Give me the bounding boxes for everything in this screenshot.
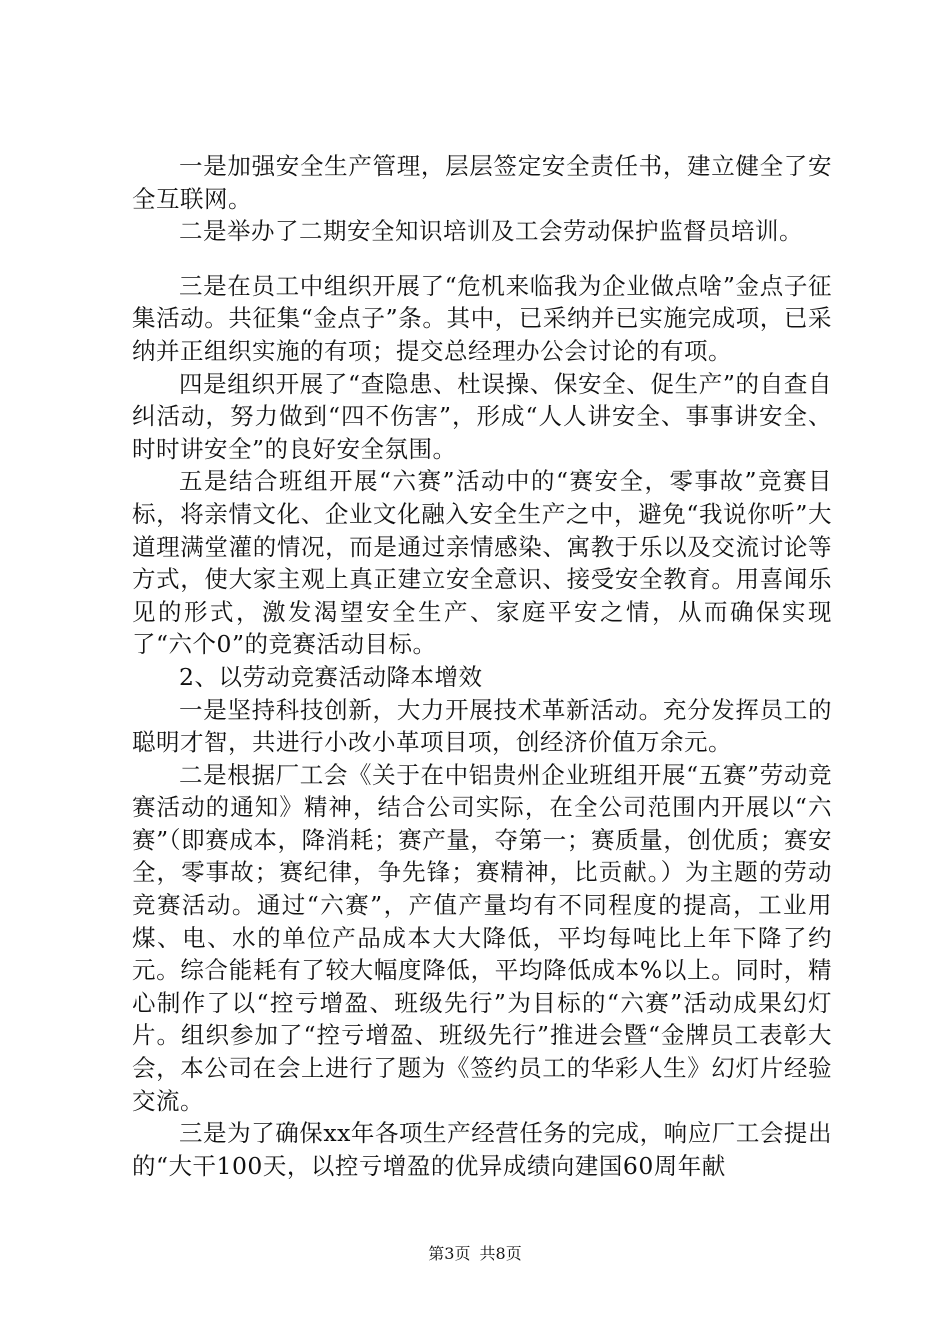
paragraph-hazard-check: 四是组织开展了“查隐患、杜误操、保安全、促生产”的自查自纠活动，努力做到“四不伤害”，形成“人人讲安全、事事讲安全、时时讲安全”的良好安全氛围。 [132,369,832,463]
section-heading-labor-competition: 2、以劳动竞赛活动降本增效 [179,662,483,691]
paragraph-hundred-days: 三是为了确保xx年各项生产经营任务的完成，响应厂工会提出的“大干100天，以控亏增盈的优异成绩向建国60周年献 [132,1119,832,1180]
page-total: 共8页 [479,1244,522,1263]
page-footer [0,1241,950,1264]
paragraph-six-competitions-safety: 五是结合班组开展“六赛”活动中的“赛安全，零事故”竞赛目标，将亲情文化、企业文化融入安全生产之中，避免“我说你听”大道理满堂灌的情况，而是通过亲情感染、寓教于乐以及交流讨论等方式，使大家主观上真正建立安全意识、接受安全教育。用喜闻乐见的形式，激发渴望安全生产、家庭平安之情，从而确保实现了“六个0”的竞赛活动目标。 [132,467,832,659]
paragraph-six-competitions-campaign: 二是根据厂工会《关于在中铝贵州企业班组开展“五赛”劳动竞赛活动的通知》精神，结合公司实际，在全公司范围内开展以“六赛”（即赛成本，降消耗；赛产量，夺第一；赛质量，创优质；赛安全，零事故；赛纪律，争先锋；赛精神，比贡献。）为主题的劳动竞赛活动。通过“六赛”，产值产量均有不同程度的提高，工业用煤、电、水的单位产品成本大大降低，平均每吨比上年下降了约元。综合能耗有了较大幅度降低，平均降低成本%以上。同时，精心制作了以“控亏增盈、班级先行”为目标的“六赛”活动成果幻灯片。组织参加了“控亏增盈、班级先行”推进会暨“金牌员工表彰大会，本公司在会上进行了题为《签约员工的华彩人生》幻灯片经验交流。 [132,760,832,1115]
paragraph-safety-management: 一是加强安全生产管理，层层签定安全责任书，建立健全了安全互联网。 [132,152,832,213]
page-number: 第3页 [428,1244,471,1263]
document-body [132,150,832,1182]
paragraph-safety-training: 二是举办了二期安全知识培训及工会劳动保护监督员培训。 [179,217,803,246]
paragraph-tech-innovation: 一是坚持科技创新，大力开展技术革新活动。充分发挥员工的聪明才智，共进行小改小革项目项，创经济价值万余元。 [132,695,832,757]
paragraph-golden-ideas: 三是在员工中组织开展了“危机来临我为企业做点啥”金点子征集活动。共征集“金点子”条。其中，已采纳并已实施完成项，已采纳并正组织实施的有项；提交总经理办公会讨论的有项。 [132,271,832,365]
